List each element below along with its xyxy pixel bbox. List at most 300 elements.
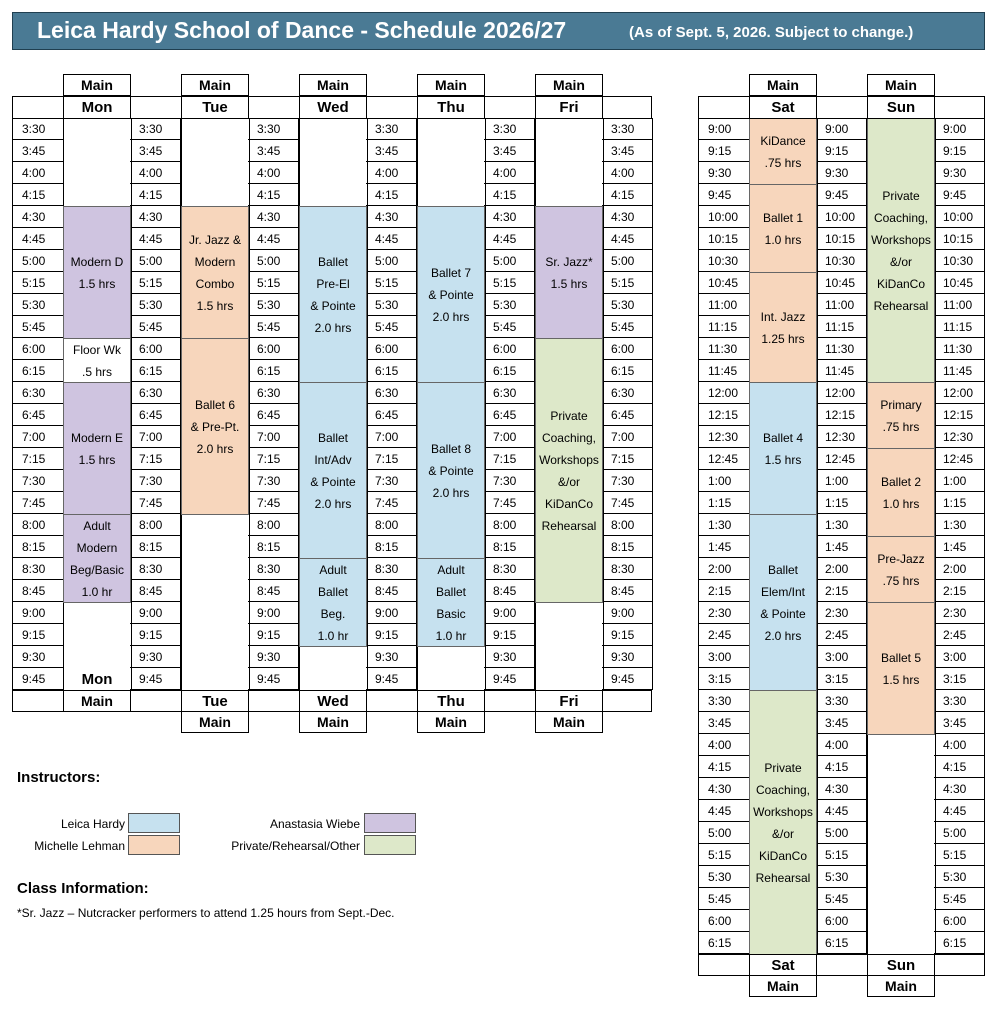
class-text-line: Ballet 6 bbox=[194, 397, 236, 412]
class-text-line: Ballet 2 bbox=[880, 474, 922, 489]
time-cell: 9:45 bbox=[12, 668, 64, 690]
page-banner bbox=[12, 12, 985, 50]
time-cell: 11:00 bbox=[698, 294, 750, 316]
class-text-line: KiDanCo bbox=[758, 848, 808, 863]
time-cell: 7:00 bbox=[602, 426, 653, 448]
class-text-line: Sr. Jazz* bbox=[545, 254, 593, 269]
time-cell: 5:00 bbox=[248, 250, 299, 272]
page-title: Leica Hardy School of Dance - Schedule 2026/27 bbox=[37, 17, 567, 43]
time-cell: 11:15 bbox=[698, 316, 750, 338]
time-cell: 2:30 bbox=[698, 602, 750, 624]
time-cell: 4:15 bbox=[934, 756, 985, 778]
time-cell: 1:00 bbox=[698, 470, 750, 492]
time-cell: 4:45 bbox=[248, 228, 299, 250]
time-cell: 9:30 bbox=[698, 162, 750, 184]
time-cell: 6:45 bbox=[366, 404, 417, 426]
time-cell: 7:00 bbox=[130, 426, 181, 448]
time-cell: 10:00 bbox=[934, 206, 985, 228]
class-text-line: Modern E bbox=[70, 430, 124, 445]
class-info-note: *Sr. Jazz – Nutcracker performers to attend 1.25 hours from Sept.-Dec. bbox=[17, 906, 395, 920]
class-text-line: Ballet 1 bbox=[762, 210, 804, 225]
day-footer: Sun bbox=[867, 954, 935, 976]
class-text-line: Adult bbox=[319, 562, 347, 577]
time-cell: 5:15 bbox=[698, 844, 750, 866]
time-cell: 3:15 bbox=[816, 668, 867, 690]
class-block bbox=[299, 558, 367, 647]
time-cell: 6:15 bbox=[698, 932, 750, 954]
time-cell: 7:45 bbox=[12, 492, 64, 514]
time-cell: 6:00 bbox=[248, 338, 299, 360]
class-text-line: Elem/Int bbox=[760, 584, 805, 599]
room-footer: Main bbox=[181, 711, 249, 733]
time-cell: 3:45 bbox=[484, 140, 535, 162]
time-cell: 6:00 bbox=[12, 338, 64, 360]
time-cell: 1:45 bbox=[816, 536, 867, 558]
time-cell: 6:15 bbox=[130, 360, 181, 382]
room-header: Main bbox=[417, 74, 485, 96]
class-block bbox=[63, 206, 131, 339]
time-cell: 6:15 bbox=[484, 360, 535, 382]
class-text-line: Private bbox=[882, 188, 920, 203]
time-cell: 8:15 bbox=[248, 536, 299, 558]
time-cell: 5:45 bbox=[130, 316, 181, 338]
time-cell: 8:15 bbox=[12, 536, 64, 558]
class-text-line: Basic bbox=[436, 606, 466, 621]
time-cell: 4:45 bbox=[698, 800, 750, 822]
time-cell: 4:15 bbox=[248, 184, 299, 206]
class-text-line: Beg/Basic bbox=[69, 562, 125, 577]
time-cell: 2:45 bbox=[698, 624, 750, 646]
time-cell: 8:00 bbox=[12, 514, 64, 536]
class-block bbox=[749, 272, 817, 383]
day-footer: Fri bbox=[535, 690, 603, 712]
time-cell: 12:15 bbox=[934, 404, 985, 426]
time-cell: 8:30 bbox=[484, 558, 535, 580]
time-cell: 5:30 bbox=[130, 294, 181, 316]
class-text-line: Ballet 5 bbox=[880, 650, 922, 665]
time-cell: 9:45 bbox=[366, 668, 417, 690]
time-cell: 9:45 bbox=[816, 184, 867, 206]
time-cell: 5:30 bbox=[602, 294, 653, 316]
class-block bbox=[867, 448, 935, 537]
time-cell: 5:00 bbox=[816, 822, 867, 844]
class-block bbox=[417, 382, 485, 559]
time-cell: 4:15 bbox=[602, 184, 653, 206]
class-text-line: Ballet bbox=[435, 584, 467, 599]
room-header: Main bbox=[299, 74, 367, 96]
class-text-line: 1.5 hrs bbox=[78, 276, 116, 291]
class-text-line: &/or bbox=[889, 254, 912, 269]
class-text-line: Floor Wk bbox=[73, 342, 121, 357]
legend-swatch bbox=[128, 813, 180, 833]
class-block bbox=[749, 118, 817, 185]
class-text-line: .5 hrs bbox=[81, 364, 112, 379]
column-border bbox=[603, 118, 604, 690]
time-cell: 10:30 bbox=[934, 250, 985, 272]
time-cell: 12:30 bbox=[698, 426, 750, 448]
time-cell: 6:15 bbox=[248, 360, 299, 382]
class-text-line: Rehearsal bbox=[541, 518, 597, 533]
time-cell: 6:30 bbox=[248, 382, 299, 404]
time-cell: 9:00 bbox=[698, 118, 750, 140]
class-text-line: Rehearsal bbox=[873, 298, 929, 313]
time-cell: 2:45 bbox=[816, 624, 867, 646]
class-block bbox=[181, 206, 249, 339]
class-block bbox=[535, 206, 603, 339]
column-border bbox=[485, 118, 486, 690]
class-text-line: Ballet bbox=[317, 254, 349, 269]
time-cell: 3:00 bbox=[816, 646, 867, 668]
time-cell: 4:30 bbox=[130, 206, 181, 228]
time-cell: 8:15 bbox=[366, 536, 417, 558]
time-cell: 9:30 bbox=[934, 162, 985, 184]
room-header: Main bbox=[63, 74, 131, 96]
time-cell: 4:00 bbox=[248, 162, 299, 184]
time-cell: 3:30 bbox=[12, 118, 64, 140]
day-header: Sun bbox=[867, 96, 935, 119]
time-cell: 3:45 bbox=[602, 140, 653, 162]
time-cell: 6:30 bbox=[130, 382, 181, 404]
time-cell: 7:30 bbox=[248, 470, 299, 492]
day-footer: Wed bbox=[299, 690, 367, 712]
time-cell: 3:00 bbox=[934, 646, 985, 668]
class-text-line: 2.0 hrs bbox=[314, 320, 352, 335]
time-cell: 8:00 bbox=[248, 514, 299, 536]
time-cell: 4:45 bbox=[484, 228, 535, 250]
legend-swatch bbox=[364, 835, 416, 855]
time-cell: 11:30 bbox=[816, 338, 867, 360]
class-text-line: Pre-El bbox=[316, 276, 350, 291]
class-block bbox=[63, 382, 131, 515]
time-cell: 12:45 bbox=[934, 448, 985, 470]
time-cell: 4:30 bbox=[484, 206, 535, 228]
time-cell: 12:00 bbox=[698, 382, 750, 404]
legend-label: Private/Rehearsal/Other bbox=[231, 839, 360, 853]
time-cell: 11:15 bbox=[934, 316, 985, 338]
time-cell: 7:30 bbox=[12, 470, 64, 492]
time-cell: 3:15 bbox=[934, 668, 985, 690]
class-text-line: 1.0 hr bbox=[435, 628, 467, 643]
time-cell: 8:15 bbox=[130, 536, 181, 558]
time-cell: 10:30 bbox=[698, 250, 750, 272]
time-cell: 8:45 bbox=[484, 580, 535, 602]
time-cell: 7:15 bbox=[248, 448, 299, 470]
class-block bbox=[63, 338, 131, 383]
time-cell: 4:15 bbox=[366, 184, 417, 206]
class-text-line: 1.0 hr bbox=[81, 584, 113, 599]
class-text-line: KiDanCo bbox=[544, 496, 594, 511]
class-text-line: Int. Jazz bbox=[760, 309, 806, 324]
time-cell: 9:00 bbox=[934, 118, 985, 140]
time-cell: 9:45 bbox=[130, 668, 181, 690]
class-block bbox=[867, 382, 935, 449]
time-cell: 5:00 bbox=[698, 822, 750, 844]
time-cell: 6:15 bbox=[602, 360, 653, 382]
time-cell: 4:15 bbox=[484, 184, 535, 206]
legend-label: Michelle Lehman bbox=[34, 839, 125, 853]
class-text-line: Ballet bbox=[767, 562, 799, 577]
room-footer: Main bbox=[535, 711, 603, 733]
time-cell: 6:00 bbox=[484, 338, 535, 360]
time-cell: 5:30 bbox=[248, 294, 299, 316]
time-cell: 5:45 bbox=[698, 888, 750, 910]
time-cell: 5:15 bbox=[12, 272, 64, 294]
time-cell: 3:45 bbox=[366, 140, 417, 162]
page-subtitle: (As of Sept. 5, 2026. Subject to change.) bbox=[629, 24, 914, 41]
time-cell: 7:45 bbox=[366, 492, 417, 514]
time-cell: 6:30 bbox=[484, 382, 535, 404]
time-cell: 4:45 bbox=[366, 228, 417, 250]
time-cell: 8:45 bbox=[12, 580, 64, 602]
time-cell: 10:45 bbox=[934, 272, 985, 294]
time-cell: 7:30 bbox=[484, 470, 535, 492]
time-cell: 3:45 bbox=[130, 140, 181, 162]
class-text-line: .75 hrs bbox=[882, 573, 920, 588]
time-cell: 3:30 bbox=[698, 690, 750, 712]
class-text-line: Int/Adv bbox=[314, 452, 352, 467]
class-text-line: 1.5 hrs bbox=[550, 276, 588, 291]
time-cell: 4:45 bbox=[934, 800, 985, 822]
class-text-line: & Pointe bbox=[310, 474, 356, 489]
time-cell: 4:30 bbox=[248, 206, 299, 228]
class-text-line: &/or bbox=[771, 826, 794, 841]
time-cell: 3:45 bbox=[698, 712, 750, 734]
class-text-line: & Pointe bbox=[760, 606, 806, 621]
time-cell: 9:45 bbox=[248, 668, 299, 690]
class-text-line: 1.0 hrs bbox=[764, 232, 802, 247]
time-cell: 5:30 bbox=[12, 294, 64, 316]
class-block bbox=[867, 602, 935, 735]
time-cell: 2:15 bbox=[698, 580, 750, 602]
day-footer: Mon bbox=[81, 670, 113, 688]
time-cell: 2:00 bbox=[698, 558, 750, 580]
class-text-line: Rehearsal bbox=[755, 870, 811, 885]
class-block bbox=[417, 558, 485, 647]
class-text-line: 2.0 hrs bbox=[196, 441, 234, 456]
time-cell: 6:15 bbox=[934, 932, 985, 954]
class-text-line: & Pre-Pt. bbox=[190, 419, 240, 434]
time-cell: 9:30 bbox=[816, 162, 867, 184]
time-cell: 4:30 bbox=[12, 206, 64, 228]
time-cell: 8:30 bbox=[130, 558, 181, 580]
time-cell: 5:45 bbox=[484, 316, 535, 338]
time-cell: 2:45 bbox=[934, 624, 985, 646]
time-cell: 9:00 bbox=[816, 118, 867, 140]
time-cell: 7:00 bbox=[366, 426, 417, 448]
class-text-line: Combo bbox=[195, 276, 235, 291]
time-cell: 4:45 bbox=[130, 228, 181, 250]
time-cell: 4:45 bbox=[602, 228, 653, 250]
time-cell: 4:00 bbox=[12, 162, 64, 184]
class-text-line: .75 hrs bbox=[882, 419, 920, 434]
class-text-line: Primary bbox=[880, 397, 922, 412]
room-header: Main bbox=[749, 74, 817, 96]
day-footer: Sat bbox=[749, 954, 817, 976]
time-cell: 5:45 bbox=[248, 316, 299, 338]
time-cell: 4:45 bbox=[12, 228, 64, 250]
class-block bbox=[299, 206, 367, 383]
time-cell: 4:30 bbox=[816, 778, 867, 800]
time-cell: 9:15 bbox=[366, 624, 417, 646]
column-border bbox=[935, 118, 936, 954]
time-cell: 1:30 bbox=[698, 514, 750, 536]
time-cell: 3:30 bbox=[934, 690, 985, 712]
time-cell: 6:00 bbox=[602, 338, 653, 360]
time-cell: 2:30 bbox=[934, 602, 985, 624]
time-cell: 5:00 bbox=[484, 250, 535, 272]
time-cell: 6:30 bbox=[366, 382, 417, 404]
time-cell: 9:45 bbox=[934, 184, 985, 206]
time-cell: 9:15 bbox=[12, 624, 64, 646]
time-cell: 8:45 bbox=[366, 580, 417, 602]
class-block bbox=[299, 382, 367, 559]
class-text-line: 2.0 hrs bbox=[432, 309, 470, 324]
column-border bbox=[817, 118, 818, 954]
time-cell: 5:00 bbox=[366, 250, 417, 272]
time-cell: 7:45 bbox=[248, 492, 299, 514]
time-cell: 5:15 bbox=[934, 844, 985, 866]
time-cell: 5:00 bbox=[12, 250, 64, 272]
time-cell: 9:30 bbox=[12, 646, 64, 668]
time-cell: 3:45 bbox=[12, 140, 64, 162]
time-cell: 5:00 bbox=[934, 822, 985, 844]
class-block bbox=[417, 206, 485, 383]
time-cell: 6:45 bbox=[484, 404, 535, 426]
time-cell: 2:15 bbox=[816, 580, 867, 602]
room-footer: Main bbox=[299, 711, 367, 733]
time-cell: 9:15 bbox=[934, 140, 985, 162]
time-cell: 4:30 bbox=[602, 206, 653, 228]
time-cell: 3:15 bbox=[698, 668, 750, 690]
time-cell: 4:00 bbox=[816, 734, 867, 756]
class-text-line: Private bbox=[764, 760, 802, 775]
class-text-line: Modern bbox=[194, 254, 236, 269]
time-cell: 12:15 bbox=[816, 404, 867, 426]
time-cell: 9:15 bbox=[816, 140, 867, 162]
time-cell: 5:45 bbox=[602, 316, 653, 338]
time-cell: 8:00 bbox=[484, 514, 535, 536]
day-footer: Thu bbox=[417, 690, 485, 712]
time-cell: 8:15 bbox=[602, 536, 653, 558]
time-cell: 5:00 bbox=[602, 250, 653, 272]
time-cell: 5:30 bbox=[484, 294, 535, 316]
time-cell: 9:15 bbox=[130, 624, 181, 646]
time-cell: 3:30 bbox=[248, 118, 299, 140]
time-cell: 6:00 bbox=[130, 338, 181, 360]
class-text-line: Modern bbox=[76, 540, 118, 555]
room-footer: Main bbox=[417, 711, 485, 733]
time-cell: 9:00 bbox=[12, 602, 64, 624]
time-cell: 8:30 bbox=[366, 558, 417, 580]
class-text-line: & Pointe bbox=[428, 463, 474, 478]
time-cell: 9:45 bbox=[602, 668, 653, 690]
time-cell: 11:00 bbox=[934, 294, 985, 316]
class-text-line: Adult bbox=[437, 562, 465, 577]
day-header: Mon bbox=[63, 96, 131, 119]
room-header: Main bbox=[535, 74, 603, 96]
time-cell: 6:00 bbox=[816, 910, 867, 932]
time-cell: 8:00 bbox=[366, 514, 417, 536]
day-header: Fri bbox=[535, 96, 603, 119]
time-cell: 5:45 bbox=[366, 316, 417, 338]
class-text-line: Ballet bbox=[317, 430, 349, 445]
grid-border bbox=[698, 118, 985, 119]
time-cell: 1:15 bbox=[816, 492, 867, 514]
class-text-line: 1.5 hrs bbox=[196, 298, 234, 313]
time-cell: 5:30 bbox=[816, 866, 867, 888]
class-block bbox=[867, 118, 935, 383]
time-cell: 1:45 bbox=[934, 536, 985, 558]
class-block bbox=[63, 514, 131, 603]
time-cell: 8:30 bbox=[248, 558, 299, 580]
class-block bbox=[749, 690, 817, 955]
time-cell: 12:45 bbox=[816, 448, 867, 470]
time-cell: 3:30 bbox=[366, 118, 417, 140]
time-cell: 4:30 bbox=[366, 206, 417, 228]
time-cell: 6:00 bbox=[934, 910, 985, 932]
class-block bbox=[181, 338, 249, 515]
class-text-line: 1.25 hrs bbox=[761, 331, 805, 346]
time-cell: 1:45 bbox=[698, 536, 750, 558]
instructors-title: Instructors: bbox=[17, 769, 101, 786]
class-text-line: 2.0 hrs bbox=[764, 628, 802, 643]
room-header: Main bbox=[867, 74, 935, 96]
time-cell: 8:45 bbox=[248, 580, 299, 602]
time-cell: 6:30 bbox=[12, 382, 64, 404]
class-text-line: Adult bbox=[83, 518, 111, 533]
time-cell: 9:30 bbox=[484, 646, 535, 668]
time-cell: 1:00 bbox=[816, 470, 867, 492]
time-cell: 7:15 bbox=[602, 448, 653, 470]
time-cell: 9:45 bbox=[484, 668, 535, 690]
class-text-line: Modern D bbox=[70, 254, 124, 269]
time-cell: 8:30 bbox=[602, 558, 653, 580]
time-cell: 7:30 bbox=[366, 470, 417, 492]
time-cell: 8:00 bbox=[602, 514, 653, 536]
legend-swatch bbox=[128, 835, 180, 855]
class-text-line: Workshops bbox=[539, 452, 599, 467]
time-cell: 3:30 bbox=[816, 690, 867, 712]
time-cell: 8:15 bbox=[484, 536, 535, 558]
class-text-line: & Pointe bbox=[428, 287, 474, 302]
legend-label: Anastasia Wiebe bbox=[269, 817, 360, 831]
day-header: Sat bbox=[749, 96, 817, 119]
time-cell: 9:30 bbox=[130, 646, 181, 668]
class-text-line: .75 hrs bbox=[764, 155, 802, 170]
class-text-line: KiDance bbox=[760, 133, 806, 148]
time-cell: 7:30 bbox=[602, 470, 653, 492]
class-text-line: Coaching, bbox=[541, 430, 597, 445]
time-cell: 6:15 bbox=[816, 932, 867, 954]
time-cell: 6:00 bbox=[698, 910, 750, 932]
time-cell: 5:45 bbox=[12, 316, 64, 338]
time-cell: 9:00 bbox=[366, 602, 417, 624]
class-text-line: 1.0 hrs bbox=[882, 496, 920, 511]
time-cell: 3:00 bbox=[698, 646, 750, 668]
day-header: Wed bbox=[299, 96, 367, 119]
time-cell: 9:15 bbox=[484, 624, 535, 646]
time-cell: 1:30 bbox=[934, 514, 985, 536]
time-cell: 4:45 bbox=[816, 800, 867, 822]
room-footer: Main bbox=[867, 975, 935, 997]
time-cell: 5:30 bbox=[934, 866, 985, 888]
time-cell: 4:15 bbox=[698, 756, 750, 778]
time-cell: 6:45 bbox=[12, 404, 64, 426]
class-text-line: 1.5 hrs bbox=[882, 672, 920, 687]
time-cell: 10:15 bbox=[934, 228, 985, 250]
class-text-line: Jr. Jazz & bbox=[188, 232, 241, 247]
time-cell: 9:00 bbox=[248, 602, 299, 624]
